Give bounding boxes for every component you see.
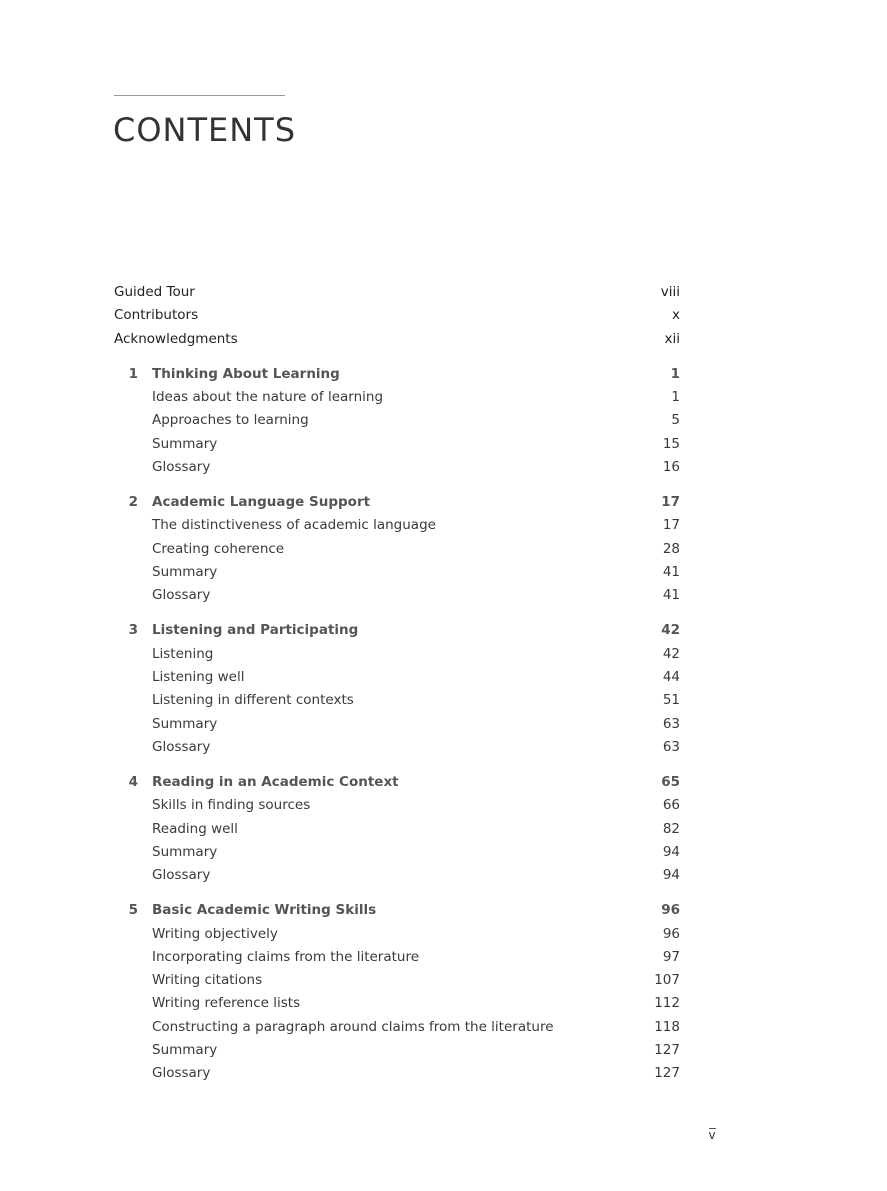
toc-entry-page: x	[672, 307, 680, 324]
chapter-number: 1	[128, 365, 138, 382]
section-page: 15	[662, 435, 680, 452]
toc-chapter-row[interactable]	[0, 363, 887, 385]
section-label: Writing citations	[152, 972, 263, 989]
chapter-page: 1	[670, 365, 680, 382]
section-page: 63	[662, 715, 680, 732]
section-label: Glossary	[152, 1065, 211, 1082]
toc-section-row[interactable]	[0, 992, 887, 1014]
toc-front-matter-row[interactable]	[0, 328, 887, 350]
section-label: Skills in finding sources	[152, 797, 311, 814]
toc-section-row[interactable]	[0, 538, 887, 560]
page-number: v	[708, 1128, 716, 1142]
toc-entry-label: Contributors	[114, 307, 199, 324]
section-page: 17	[662, 517, 680, 534]
chapter-number: 5	[128, 902, 138, 919]
section-page: 63	[662, 738, 680, 755]
section-page: 44	[662, 668, 680, 685]
chapter-number: 4	[128, 773, 138, 790]
section-label: Glossary	[152, 738, 211, 755]
toc-section-row[interactable]	[0, 689, 887, 711]
section-page: 51	[662, 692, 680, 709]
toc-section-row[interactable]	[0, 736, 887, 758]
section-page: 5	[671, 412, 680, 429]
section-page: 1	[671, 389, 680, 405]
chapter-page: 17	[661, 494, 680, 510]
section-page: 97	[662, 948, 680, 965]
chapter-page: 42	[661, 622, 680, 639]
toc-section-row[interactable]	[0, 514, 887, 536]
section-label: Summary	[152, 563, 218, 580]
chapter-title: Academic Language Support	[152, 494, 371, 510]
section-label: Glossary	[152, 587, 211, 604]
section-page: 42	[662, 645, 680, 662]
chapter-title: Listening and Participating	[152, 622, 359, 639]
toc-front-matter-row[interactable]	[0, 304, 887, 326]
section-page: 96	[662, 925, 680, 942]
toc-chapter-row[interactable]	[0, 899, 887, 921]
toc-chapter-row[interactable]	[0, 619, 887, 641]
toc-entry-page: xii	[664, 330, 680, 347]
section-label: Ideas about the nature of learning	[152, 389, 384, 405]
toc-section-row[interactable]	[0, 456, 887, 478]
chapter-title: Basic Academic Writing Skills	[152, 902, 377, 919]
section-page: 16	[662, 458, 680, 475]
section-label: Listening well	[152, 668, 245, 685]
toc-section-row[interactable]	[0, 794, 887, 816]
chapter-title: Thinking About Learning	[152, 365, 340, 382]
section-page: 127	[654, 1042, 680, 1058]
toc-entry-label: Guided Tour	[114, 284, 195, 300]
toc-section-row[interactable]	[0, 584, 887, 606]
toc-section-row[interactable]	[0, 969, 887, 991]
section-page: 127	[654, 1065, 680, 1082]
section-page: 118	[654, 1018, 680, 1035]
toc-entry-label: Acknowledgments	[114, 330, 238, 347]
section-page: 41	[662, 587, 680, 604]
section-label: Approaches to learning	[152, 412, 309, 429]
toc-section-row[interactable]	[0, 1016, 887, 1038]
section-label: Listening	[152, 645, 214, 662]
chapter-title: Reading in an Academic Context	[152, 773, 399, 790]
section-label: The distinctiveness of academic language	[152, 517, 436, 534]
section-label: Glossary	[152, 867, 211, 884]
chapter-page: 65	[661, 773, 680, 790]
section-page: 94	[662, 867, 680, 884]
toc-section-row[interactable]	[0, 713, 887, 735]
toc-entry-page: viii	[660, 284, 680, 300]
toc-chapter-row[interactable]	[0, 491, 887, 513]
toc-section-row[interactable]	[0, 386, 887, 408]
toc-section-row[interactable]	[0, 841, 887, 863]
section-page: 94	[662, 843, 680, 860]
section-label: Constructing a paragraph around claims from the literature	[152, 1018, 554, 1035]
section-label: Summary	[152, 435, 218, 452]
page-title: CONTENTS	[113, 111, 297, 149]
toc-front-matter-row[interactable]	[0, 281, 887, 303]
toc-section-row[interactable]	[0, 1039, 887, 1061]
section-page: 66	[662, 797, 680, 814]
section-label: Writing objectively	[152, 925, 278, 942]
section-label: Incorporating claims from the literature	[152, 948, 420, 965]
section-label: Listening in different contexts	[152, 692, 354, 709]
toc-section-row[interactable]	[0, 864, 887, 886]
section-label: Summary	[152, 843, 218, 860]
section-page: 112	[654, 995, 680, 1012]
toc-section-row[interactable]	[0, 1062, 887, 1084]
section-label: Summary	[152, 715, 218, 732]
title-rule	[114, 95, 285, 96]
toc-section-row[interactable]	[0, 923, 887, 945]
chapter-number: 2	[128, 494, 138, 510]
section-page: 28	[662, 540, 680, 557]
toc-section-row[interactable]	[0, 409, 887, 431]
toc-section-row[interactable]	[0, 561, 887, 583]
section-page: 41	[662, 563, 680, 580]
chapter-page: 96	[661, 902, 680, 919]
section-page: 107	[654, 972, 680, 989]
toc-section-row[interactable]	[0, 666, 887, 688]
toc-section-row[interactable]	[0, 433, 887, 455]
section-page: 82	[662, 820, 680, 837]
toc-section-row[interactable]	[0, 643, 887, 665]
section-label: Reading well	[152, 820, 238, 837]
section-label: Writing reference lists	[152, 995, 301, 1012]
section-label: Creating coherence	[152, 540, 285, 557]
chapter-number: 3	[128, 622, 138, 639]
toc-section-row[interactable]	[0, 946, 887, 968]
toc-section-row[interactable]	[0, 818, 887, 840]
toc-chapter-row[interactable]	[0, 771, 887, 793]
section-label: Summary	[152, 1042, 218, 1058]
section-label: Glossary	[152, 458, 211, 475]
